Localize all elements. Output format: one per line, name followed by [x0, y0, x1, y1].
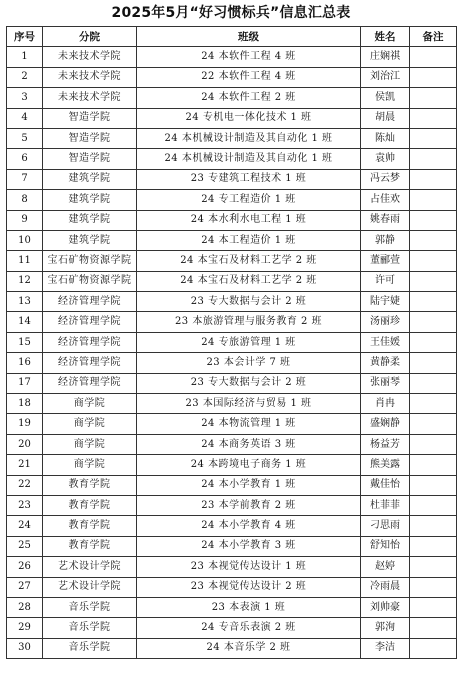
cell-number: 27 — [7, 577, 43, 597]
column-header-class: 班级 — [137, 27, 361, 47]
cell-note — [410, 414, 457, 434]
cell-college: 商学院 — [43, 394, 137, 414]
table-row — [7, 230, 457, 250]
cell-college: 未来技术学院 — [43, 67, 137, 87]
cell-number: 2 — [7, 67, 43, 87]
cell-name: 杨益芳 — [361, 434, 410, 454]
cell-college: 宝石矿物资源学院 — [43, 251, 137, 271]
cell-class: 24 本软件工程 2 班 — [137, 88, 361, 108]
cell-number: 7 — [7, 169, 43, 189]
table-row — [7, 434, 457, 454]
cell-class: 23 专大数据与会计 2 班 — [137, 373, 361, 393]
table-row — [7, 557, 457, 577]
cell-number: 9 — [7, 210, 43, 230]
cell-note — [410, 88, 457, 108]
cell-number: 24 — [7, 516, 43, 536]
cell-number: 13 — [7, 292, 43, 312]
cell-number: 28 — [7, 597, 43, 617]
cell-name: 董郦萱 — [361, 251, 410, 271]
cell-note — [410, 332, 457, 352]
cell-number: 3 — [7, 88, 43, 108]
cell-name: 熊美露 — [361, 455, 410, 475]
cell-note — [410, 577, 457, 597]
cell-note — [410, 271, 457, 291]
cell-note — [410, 618, 457, 638]
cell-note — [410, 475, 457, 495]
cell-college: 经济管理学院 — [43, 353, 137, 373]
cell-class: 23 本表演 1 班 — [137, 597, 361, 617]
table-row — [7, 292, 457, 312]
cell-note — [410, 557, 457, 577]
table-row — [7, 47, 457, 67]
cell-note — [410, 373, 457, 393]
cell-number: 15 — [7, 332, 43, 352]
table-row — [7, 353, 457, 373]
cell-note — [410, 190, 457, 210]
cell-name: 盛娴静 — [361, 414, 410, 434]
cell-number: 16 — [7, 353, 43, 373]
cell-note — [410, 312, 457, 332]
table-body — [7, 47, 457, 659]
cell-college: 建筑学院 — [43, 230, 137, 250]
cell-name: 李洁 — [361, 638, 410, 658]
cell-college: 建筑学院 — [43, 210, 137, 230]
cell-name: 冯云梦 — [361, 169, 410, 189]
cell-class: 23 本国际经济与贸易 1 班 — [137, 394, 361, 414]
cell-note — [410, 495, 457, 515]
cell-number: 8 — [7, 190, 43, 210]
cell-note — [410, 67, 457, 87]
cell-number: 4 — [7, 108, 43, 128]
cell-note — [410, 455, 457, 475]
table-row — [7, 88, 457, 108]
cell-name: 郭洵 — [361, 618, 410, 638]
cell-college: 艺术设计学院 — [43, 577, 137, 597]
cell-number: 1 — [7, 47, 43, 67]
table-row — [7, 210, 457, 230]
cell-number: 19 — [7, 414, 43, 434]
cell-name: 陆宇婕 — [361, 292, 410, 312]
cell-number: 26 — [7, 557, 43, 577]
cell-number: 14 — [7, 312, 43, 332]
table-row — [7, 190, 457, 210]
cell-class: 22 本软件工程 4 班 — [137, 67, 361, 87]
table-row — [7, 577, 457, 597]
cell-number: 25 — [7, 536, 43, 556]
cell-number: 22 — [7, 475, 43, 495]
table-row — [7, 373, 457, 393]
cell-class: 24 本商务英语 3 班 — [137, 434, 361, 454]
table-row — [7, 475, 457, 495]
cell-note — [410, 516, 457, 536]
cell-college: 教育学院 — [43, 475, 137, 495]
cell-note — [410, 536, 457, 556]
cell-class: 23 专建筑工程技术 1 班 — [137, 169, 361, 189]
table-row — [7, 618, 457, 638]
table-row — [7, 169, 457, 189]
cell-college: 经济管理学院 — [43, 332, 137, 352]
table-row — [7, 597, 457, 617]
table-row — [7, 455, 457, 475]
cell-college: 经济管理学院 — [43, 312, 137, 332]
cell-class: 24 本小学教育 4 班 — [137, 516, 361, 536]
cell-class: 24 本机械设计制造及其自动化 1 班 — [137, 149, 361, 169]
cell-class: 24 本宝石及材料工艺学 2 班 — [137, 251, 361, 271]
header-row — [7, 27, 457, 47]
cell-name: 占佳欢 — [361, 190, 410, 210]
cell-number: 6 — [7, 149, 43, 169]
cell-name: 胡晨 — [361, 108, 410, 128]
cell-note — [410, 434, 457, 454]
cell-name: 刁思雨 — [361, 516, 410, 536]
table-row — [7, 108, 457, 128]
cell-college: 经济管理学院 — [43, 373, 137, 393]
cell-college: 教育学院 — [43, 516, 137, 536]
cell-name: 张丽琴 — [361, 373, 410, 393]
cell-name: 袁帅 — [361, 149, 410, 169]
cell-college: 商学院 — [43, 434, 137, 454]
column-header-college: 分院 — [43, 27, 137, 47]
document-title: 2025年5月“好习惯标兵”信息汇总表 — [111, 5, 351, 21]
cell-class: 23 专大数据与会计 2 班 — [137, 292, 361, 312]
cell-name: 刘帅豪 — [361, 597, 410, 617]
cell-college: 建筑学院 — [43, 169, 137, 189]
cell-college: 音乐学院 — [43, 618, 137, 638]
cell-name: 赵婷 — [361, 557, 410, 577]
cell-class: 24 专机电一体化技术 1 班 — [137, 108, 361, 128]
cell-class: 24 专旅游管理 1 班 — [137, 332, 361, 352]
cell-name: 舒知怡 — [361, 536, 410, 556]
cell-college: 教育学院 — [43, 536, 137, 556]
cell-college: 智造学院 — [43, 149, 137, 169]
cell-class: 24 专音乐表演 2 班 — [137, 618, 361, 638]
cell-college: 未来技术学院 — [43, 47, 137, 67]
cell-name: 冷雨晨 — [361, 577, 410, 597]
cell-note — [410, 47, 457, 67]
cell-note — [410, 353, 457, 373]
cell-name: 肖冉 — [361, 394, 410, 414]
cell-class: 24 专工程造价 1 班 — [137, 190, 361, 210]
table-row — [7, 536, 457, 556]
cell-class: 24 本小学教育 3 班 — [137, 536, 361, 556]
table-row — [7, 312, 457, 332]
cell-class: 24 本音乐学 2 班 — [137, 638, 361, 658]
cell-note — [410, 394, 457, 414]
cell-name: 许可 — [361, 271, 410, 291]
column-header-name: 姓名 — [361, 27, 410, 47]
cell-name: 侯凯 — [361, 88, 410, 108]
cell-class: 24 本小学教育 1 班 — [137, 475, 361, 495]
cell-college: 经济管理学院 — [43, 292, 137, 312]
table-row — [7, 516, 457, 536]
cell-name: 王佳媛 — [361, 332, 410, 352]
cell-note — [410, 251, 457, 271]
cell-class: 24 本工程造价 1 班 — [137, 230, 361, 250]
cell-class: 24 本跨境电子商务 1 班 — [137, 455, 361, 475]
cell-note — [410, 149, 457, 169]
cell-class: 23 本学前教育 2 班 — [137, 495, 361, 515]
table-row — [7, 271, 457, 291]
cell-college: 音乐学院 — [43, 597, 137, 617]
cell-number: 30 — [7, 638, 43, 658]
cell-class: 24 本机械设计制造及其自动化 1 班 — [137, 128, 361, 148]
cell-college: 宝石矿物资源学院 — [43, 271, 137, 291]
cell-class: 23 本视觉传达设计 2 班 — [137, 577, 361, 597]
cell-class: 24 本物流管理 1 班 — [137, 414, 361, 434]
table-row — [7, 414, 457, 434]
cell-note — [410, 597, 457, 617]
cell-name: 刘治江 — [361, 67, 410, 87]
table-row — [7, 128, 457, 148]
cell-name: 戴佳怡 — [361, 475, 410, 495]
cell-name: 杜菲菲 — [361, 495, 410, 515]
cell-college: 艺术设计学院 — [43, 557, 137, 577]
cell-number: 17 — [7, 373, 43, 393]
table-row — [7, 251, 457, 271]
cell-note — [410, 169, 457, 189]
cell-name: 汤丽珍 — [361, 312, 410, 332]
table-row — [7, 638, 457, 658]
cell-college: 教育学院 — [43, 495, 137, 515]
cell-class: 24 本宝石及材料工艺学 2 班 — [137, 271, 361, 291]
honor-roll-table — [6, 26, 457, 659]
cell-class: 24 本软件工程 4 班 — [137, 47, 361, 67]
cell-class: 24 本水利水电工程 1 班 — [137, 210, 361, 230]
cell-note — [410, 292, 457, 312]
cell-name: 郭静 — [361, 230, 410, 250]
cell-class: 23 本旅游管理与服务教育 2 班 — [137, 312, 361, 332]
cell-number: 12 — [7, 271, 43, 291]
cell-college: 智造学院 — [43, 108, 137, 128]
cell-college: 音乐学院 — [43, 638, 137, 658]
table-row — [7, 332, 457, 352]
cell-note — [410, 210, 457, 230]
column-header-note: 备注 — [410, 27, 457, 47]
cell-college: 建筑学院 — [43, 190, 137, 210]
table-header — [7, 27, 457, 47]
cell-number: 10 — [7, 230, 43, 250]
cell-note — [410, 128, 457, 148]
column-header-number: 序号 — [7, 27, 43, 47]
table-row — [7, 67, 457, 87]
cell-note — [410, 108, 457, 128]
cell-college: 未来技术学院 — [43, 88, 137, 108]
cell-name: 黄静柔 — [361, 353, 410, 373]
cell-note — [410, 638, 457, 658]
cell-number: 18 — [7, 394, 43, 414]
cell-name: 姚春雨 — [361, 210, 410, 230]
table-row — [7, 394, 457, 414]
cell-college: 智造学院 — [43, 128, 137, 148]
cell-college: 商学院 — [43, 455, 137, 475]
table-row — [7, 149, 457, 169]
cell-number: 29 — [7, 618, 43, 638]
cell-college: 商学院 — [43, 414, 137, 434]
cell-number: 11 — [7, 251, 43, 271]
cell-name: 陈灿 — [361, 128, 410, 148]
cell-number: 23 — [7, 495, 43, 515]
cell-class: 23 本会计学 7 班 — [137, 353, 361, 373]
cell-number: 5 — [7, 128, 43, 148]
cell-number: 21 — [7, 455, 43, 475]
table-row — [7, 495, 457, 515]
cell-class: 23 本视觉传达设计 1 班 — [137, 557, 361, 577]
cell-note — [410, 230, 457, 250]
cell-number: 20 — [7, 434, 43, 454]
cell-name: 庄娴祺 — [361, 47, 410, 67]
